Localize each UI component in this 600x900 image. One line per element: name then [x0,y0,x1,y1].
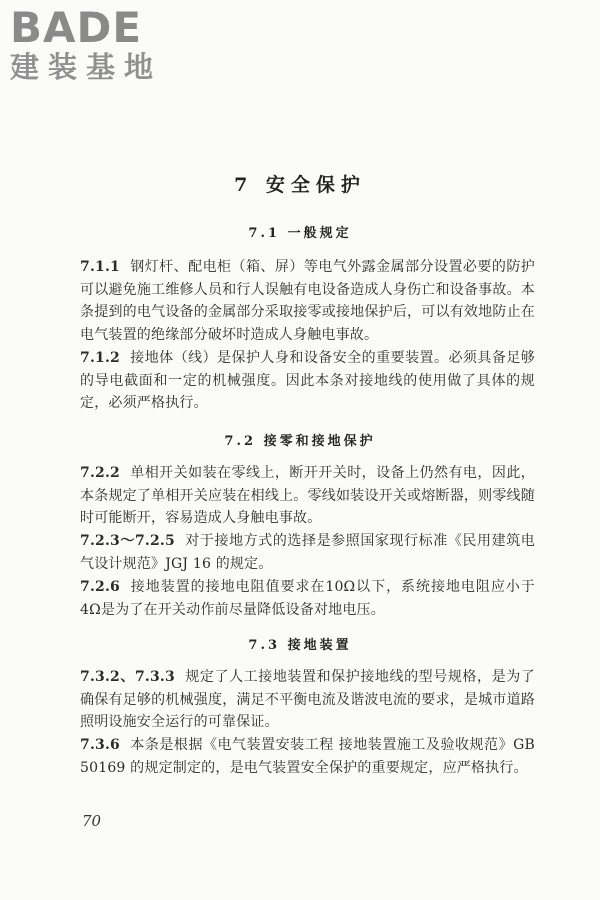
clause-number: 7.2.2 [80,465,120,481]
clause-paragraph [80,347,535,415]
clause-text: 接地体（线）是保护人身和设备安全的重要装置。必须具备足够的导电截面和一定的机械强度。因此本条对接地线的使用做了具体的规定，必须严格执行。 [80,350,535,411]
logo-wordmark-text: BADE [10,3,143,52]
clause-text: 单相开关如装在零线上，断开开关时，设备上仍然有电，因此，本条规定了单相开关应装在相线上。零线如装设开关或熔断器，则零线随时可能断开，容易造成人身触电事故。 [80,465,535,526]
clause-text: 接地装置的接地电阻值要求在10Ω以下，系统接地电阻应小于4Ω是为了在开关动作前尽量降低设备对地电压。 [80,579,535,618]
clause-paragraph [80,530,535,575]
logo-wordmark [10,3,180,52]
clause-number: 7.1.1 [80,259,120,275]
section-title: 7.2 接零和接地保护 [224,434,376,449]
clause-number: 7.2.3～7.2.5 [80,533,175,549]
clause-number: 7.3.6 [80,737,120,753]
chapter-title: 7 安全保护 [234,174,366,196]
clause-text: 钢灯杆、配电柜（箱、屏）等电气外露金属部分设置必要的防护可以避免施工维修人员和行人误触有电设备造成人身伤亡和设备事故。本条提到的电气设备的金属部分采取接零或接地保护后，可以有效地防止在电气装置的绝缘部分破坏时造成人身触电事故。 [80,259,535,343]
clause-paragraph [80,576,535,621]
clause-text: 规定了人工接地装置和保护接地线的型号规格，是为了确保有足够的机械强度，满足不平衡电流及谐波电流的要求，是城市道路照明设施安全运行的可靠保证。 [80,669,535,730]
clause-text: 对于接地方式的选择是参照国家现行标准《民用建筑电气设计规范》JGJ 16 的规定。 [80,533,535,572]
clause-number: 7.2.6 [80,579,120,595]
clause-paragraph [80,256,535,346]
section-title: 7.3 接地装置 [248,638,352,653]
clause-paragraph [80,666,535,734]
clause-text: 本条是根据《电气装置安装工程 接地装置施工及验收规范》GB 50169 的规定制定的，是电气装置安全保护的重要规定，应严格执行。 [80,737,535,776]
page-number: 70 [82,812,102,830]
logo-subtitle: 建装基地 [10,50,163,84]
clause-number: 7.1.2 [80,350,120,366]
clause-paragraph [80,734,535,779]
clause-number: 7.3.2、7.3.3 [80,669,175,685]
section-title: 7.1 一般规定 [248,226,352,241]
clause-paragraph [80,462,535,530]
bade-logo [10,3,180,90]
